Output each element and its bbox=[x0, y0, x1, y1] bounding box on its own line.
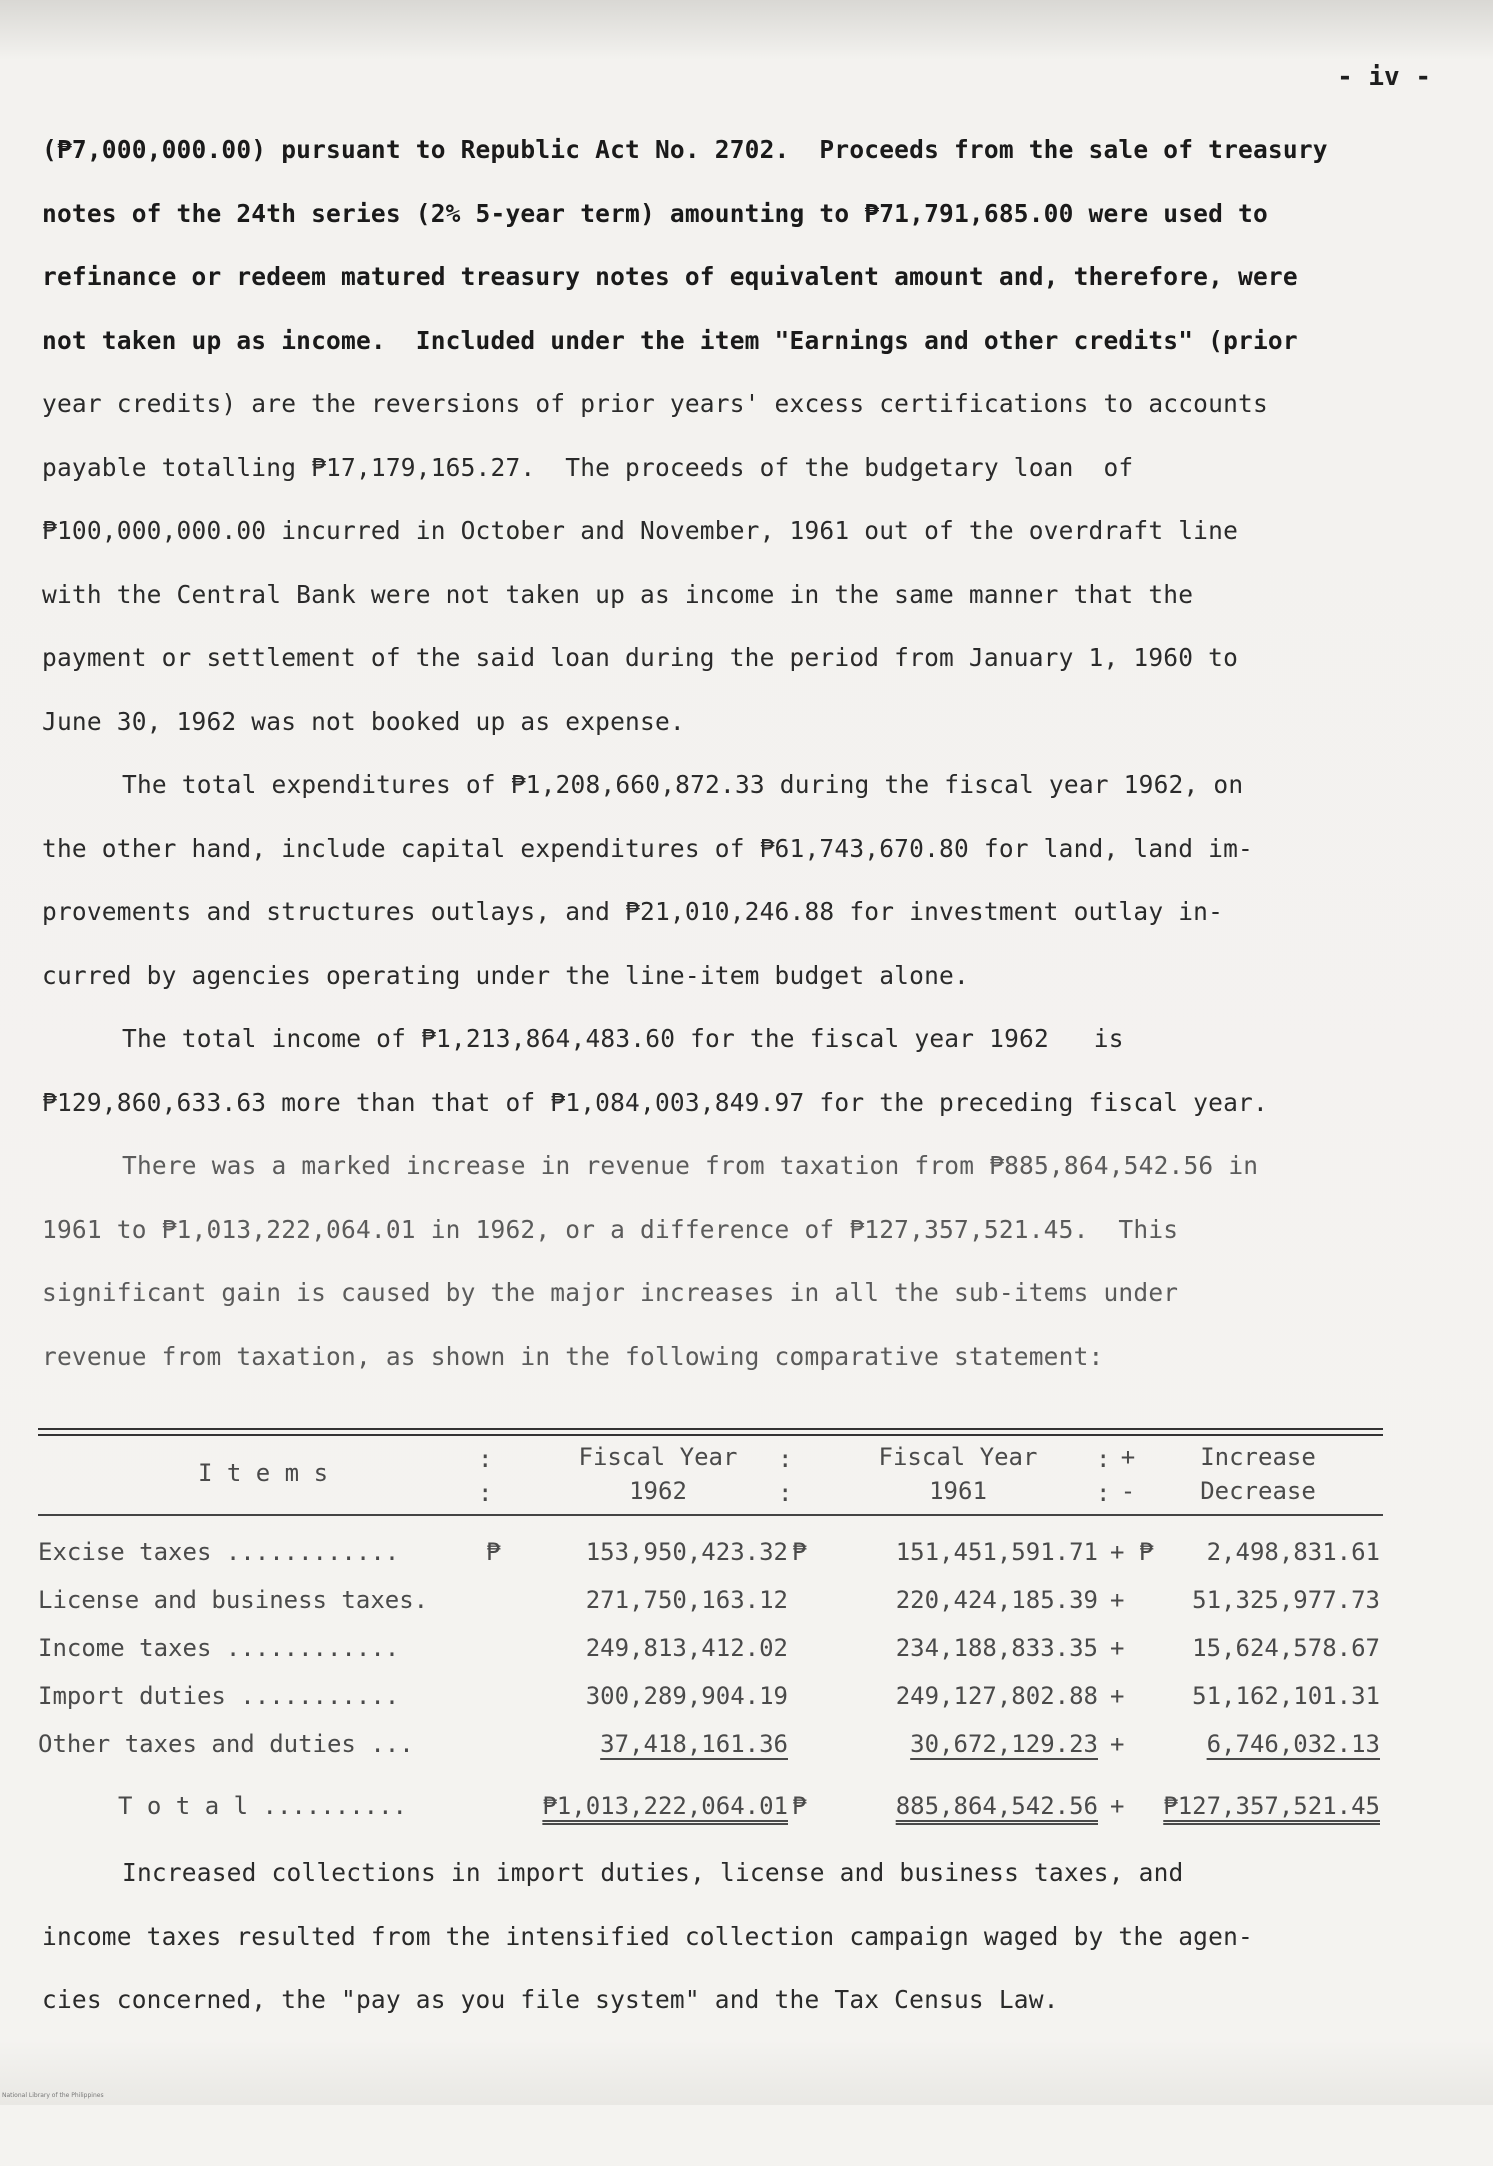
table-row bbox=[38, 1624, 1383, 1672]
row-change: 2,498,831.61 bbox=[1206, 1538, 1380, 1566]
text-line: payable totalling ₱17,179,165.27. The proceeds of the budgetary loan of bbox=[42, 452, 1134, 482]
table-row bbox=[38, 1720, 1383, 1768]
row-value-1962: 271,750,163.12 bbox=[585, 1586, 788, 1614]
total-sign: + bbox=[1110, 1792, 1125, 1820]
header-separator: : : bbox=[1096, 1445, 1111, 1507]
comparative-statement-table bbox=[38, 1428, 1383, 1830]
paragraph-4 bbox=[42, 1134, 1462, 1388]
row-change: 6,746,032.13 bbox=[1206, 1730, 1380, 1758]
text-line: with the Central Bank were not taken up as income in the same manner that the bbox=[42, 579, 1194, 609]
paragraph-5 bbox=[42, 1841, 1462, 2032]
row-label: Income taxes ............ bbox=[38, 1634, 400, 1662]
header-items: I t e m s bbox=[197, 1459, 329, 1487]
header-fiscal-year-1961: Fiscal Year 1961 bbox=[878, 1443, 1038, 1505]
text-line: ₱100,000,000.00 incurred in October and November, 1961 out of the overdraft line bbox=[42, 516, 1239, 545]
text-line: The total expenditures of ₱1,208,660,872.33 during the fiscal year 1962, on bbox=[122, 770, 1244, 799]
row-value-1961: 249,127,802.88 bbox=[895, 1682, 1098, 1710]
table-top-rule bbox=[38, 1428, 1383, 1436]
row-sign: + ₱ bbox=[1110, 1538, 1154, 1566]
text-line: not taken up as income. Included under the item "Earnings and other credits" (prior bbox=[42, 325, 1298, 355]
table-total-row bbox=[38, 1782, 1383, 1830]
header-sign: + - bbox=[1120, 1443, 1136, 1505]
table-body bbox=[38, 1528, 1383, 1830]
table-row bbox=[38, 1528, 1383, 1576]
paragraph-2 bbox=[42, 753, 1462, 1007]
paragraph-3 bbox=[42, 1007, 1462, 1134]
header-separator: : : bbox=[478, 1445, 493, 1507]
header-fiscal-year-1962: Fiscal Year 1962 bbox=[578, 1443, 738, 1505]
row-value-1961: 234,188,833.35 bbox=[895, 1634, 1098, 1662]
total-value-1961: 885,864,542.56 bbox=[895, 1792, 1098, 1820]
text-line: There was a marked increase in revenue from taxation from ₱885,864,542.56 in bbox=[122, 1151, 1259, 1180]
table-header bbox=[38, 1436, 1383, 1514]
text-line: Increased collections in import duties, license and business taxes, and bbox=[122, 1858, 1184, 1887]
row-currency: ₱ bbox=[792, 1538, 807, 1566]
page-number: - iv - bbox=[1337, 62, 1431, 92]
text-line: the other hand, include capital expenditures of ₱61,743,670.80 for land, land im- bbox=[42, 833, 1253, 863]
table-header-rule bbox=[38, 1514, 1383, 1516]
text-line: provements and structures outlays, and ₱21,010,246.88 for investment outlay in- bbox=[42, 897, 1224, 926]
text-line: (₱7,000,000.00) pursuant to Republic Act No. 2702. Proceeds from the sale of treasury bbox=[42, 135, 1328, 164]
total-change: ₱127,357,521.45 bbox=[1163, 1792, 1380, 1820]
row-label: Import duties ........... bbox=[38, 1682, 400, 1710]
row-value-1961: 220,424,185.39 bbox=[895, 1586, 1098, 1614]
text-line: The total income of ₱1,213,864,483.60 for the fiscal year 1962 is bbox=[122, 1024, 1124, 1053]
header-separator: : : bbox=[778, 1445, 793, 1507]
total-value-1962: ₱1,013,222,064.01 bbox=[542, 1792, 788, 1820]
text-line: 1961 to ₱1,013,222,064.01 in 1962, or a difference of ₱127,357,521.45. This bbox=[42, 1214, 1179, 1244]
row-value-1961: 151,451,591.71 bbox=[895, 1538, 1098, 1566]
row-sign: + bbox=[1110, 1682, 1125, 1710]
archive-footer: National Library of the Philippines bbox=[2, 2092, 104, 2099]
table-row bbox=[38, 1672, 1383, 1720]
document-body bbox=[42, 118, 1462, 1388]
row-change: 51,325,977.73 bbox=[1192, 1586, 1380, 1614]
row-sign: + bbox=[1110, 1586, 1125, 1614]
row-value-1962: 153,950,423.32 bbox=[585, 1538, 788, 1566]
row-currency: ₱ bbox=[486, 1538, 501, 1566]
row-sign: + bbox=[1110, 1634, 1125, 1662]
row-change: 51,162,101.31 bbox=[1192, 1682, 1380, 1710]
text-line: payment or settlement of the said loan during the period from January 1, 1960 to bbox=[42, 643, 1239, 672]
text-line: notes of the 24th series (2% 5-year term) amounting to ₱71,791,685.00 were used to bbox=[42, 198, 1268, 228]
text-line: revenue from taxation, as shown in the following comparative statement: bbox=[42, 1341, 1104, 1371]
row-label: Other taxes and duties ... bbox=[38, 1730, 414, 1758]
total-label: T o t a l .......... bbox=[118, 1792, 407, 1820]
row-value-1962: 300,289,904.19 bbox=[585, 1682, 788, 1710]
row-change: 15,624,578.67 bbox=[1192, 1634, 1380, 1662]
total-currency: ₱ bbox=[792, 1792, 807, 1820]
text-line: June 30, 1962 was not booked up as expense. bbox=[42, 706, 685, 736]
text-line: ₱129,860,633.63 more than that of ₱1,084,003,849.97 for the preceding fiscal year. bbox=[42, 1087, 1268, 1117]
table-row bbox=[38, 1576, 1383, 1624]
text-line: refinance or redeem matured treasury notes of equivalent amount and, therefore, were bbox=[42, 262, 1298, 291]
text-line: cies concerned, the "pay as you file system" and the Tax Census Law. bbox=[42, 1985, 1059, 2014]
row-value-1961: 30,672,129.23 bbox=[910, 1730, 1098, 1758]
text-line: year credits) are the reversions of prior years' excess certifications to accounts bbox=[42, 389, 1268, 418]
row-value-1962: 37,418,161.36 bbox=[600, 1730, 788, 1758]
text-line: significant gain is caused by the major increases in all the sub-items under bbox=[42, 1278, 1179, 1307]
row-label: Excise taxes ............ bbox=[38, 1538, 400, 1566]
text-line: income taxes resulted from the intensified collection campaign waged by the agen- bbox=[42, 1921, 1253, 1951]
row-sign: + bbox=[1110, 1730, 1125, 1758]
text-line: curred by agencies operating under the line-item budget alone. bbox=[42, 960, 969, 990]
row-label: License and business taxes. bbox=[38, 1586, 429, 1614]
header-increase-decrease: Increase Decrease bbox=[1200, 1443, 1316, 1505]
row-value-1962: 249,813,412.02 bbox=[585, 1634, 788, 1662]
paragraph-1 bbox=[42, 118, 1462, 753]
